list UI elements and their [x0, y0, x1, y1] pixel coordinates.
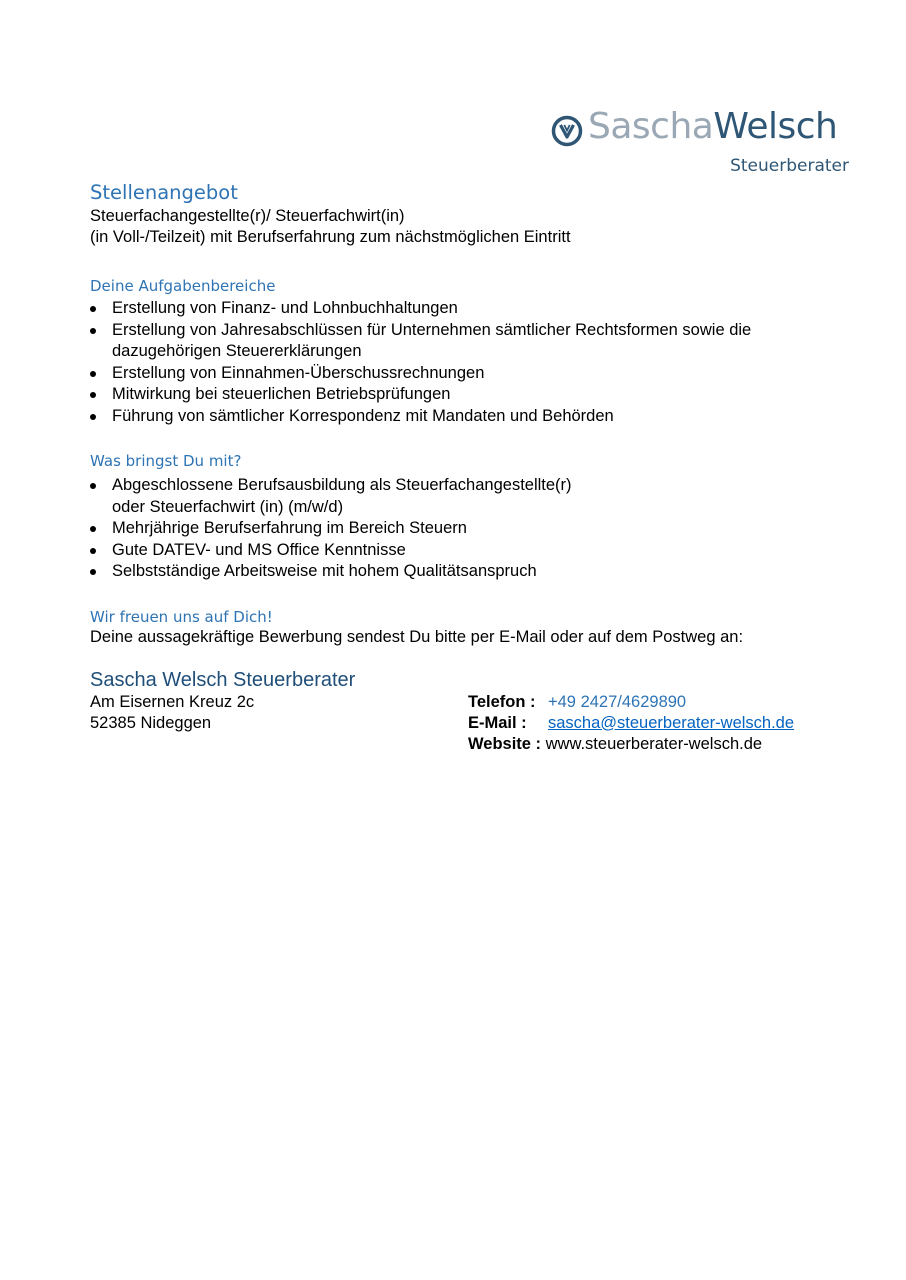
page-title: Stellenangebot [90, 181, 238, 204]
position-title: Steuerfachangestellte(r)/ Steuerfachwirt(in) [90, 207, 405, 225]
closing-heading: Wir freuen uns auf Dich! [90, 607, 273, 626]
contact-block [90, 692, 825, 758]
list-item: Mehrjährige Berufserfahrung im Bereich Steuern [90, 518, 825, 540]
logo-last-name: Welsch [713, 106, 838, 147]
closing-text: Deine aussagekräftige Bewerbung sendest Du bitte per E-Mail oder auf dem Postweg an: [90, 627, 744, 646]
email-row [468, 713, 794, 734]
list-item: Mitwirkung bei steuerlichen Betriebsprüfungen [90, 384, 825, 406]
tasks-heading: Deine Aufgabenbereiche [90, 277, 276, 295]
list-item: Gute DATEV- und MS Office Kenntnisse [90, 540, 825, 562]
list-item: Erstellung von Jahresabschlüssen für Unternehmen sämtlicher Rechtsformen sowie die dazugehörigen Steuererklärungen [90, 320, 825, 363]
list-item: Erstellung von Einnahmen-Überschussrechnungen [90, 363, 825, 385]
email-link[interactable]: sascha@steuerberater-welsch.de [548, 713, 795, 732]
website-row [468, 734, 794, 755]
phone-label: Telefon : [468, 692, 536, 711]
website-url[interactable]: www.steuerberater-welsch.de [541, 734, 763, 753]
requirements-list [90, 475, 825, 583]
list-item: Führung von sämtlicher Korrespondenz mit Mandaten und Behörden [90, 406, 825, 428]
position-detail: (in Voll-/Teilzeit) mit Berufserfahrung zum nächstmöglichen Eintritt [90, 228, 571, 246]
list-item: Selbstständige Arbeitsweise mit hohem Qualitätsanspruch [90, 561, 825, 583]
list-item [90, 475, 825, 518]
phone-row [468, 692, 794, 713]
company-name: Sascha Welsch Steuerberater [90, 668, 356, 691]
list-item: Erstellung von Finanz- und Lohnbuchhaltungen [90, 298, 825, 320]
requirements-heading: Was bringst Du mit? [90, 452, 242, 470]
phone-number[interactable]: +49 2427/4629890 [548, 692, 687, 711]
logo-wordmark [588, 106, 838, 147]
email-label: E-Mail : [468, 713, 527, 732]
v-circle-logo-icon [551, 115, 583, 147]
contact-details [468, 692, 794, 755]
city: 52385 Nideggen [90, 713, 212, 732]
postal-address [90, 692, 254, 734]
street: Am Eisernen Kreuz 2c [90, 692, 255, 711]
logo-subtitle: Steuerberater [730, 156, 849, 176]
list-item-line: Abgeschlossene Berufsausbildung als Steuerfachangestellte(r) [112, 476, 572, 494]
document-body [90, 180, 825, 758]
company-logo [551, 106, 851, 178]
tasks-list [90, 298, 825, 427]
website-label: Website : [468, 734, 542, 753]
list-item-line: oder Steuerfachwirt (in) (m/w/d) [112, 497, 344, 516]
logo-first-name: Sascha [588, 106, 714, 147]
